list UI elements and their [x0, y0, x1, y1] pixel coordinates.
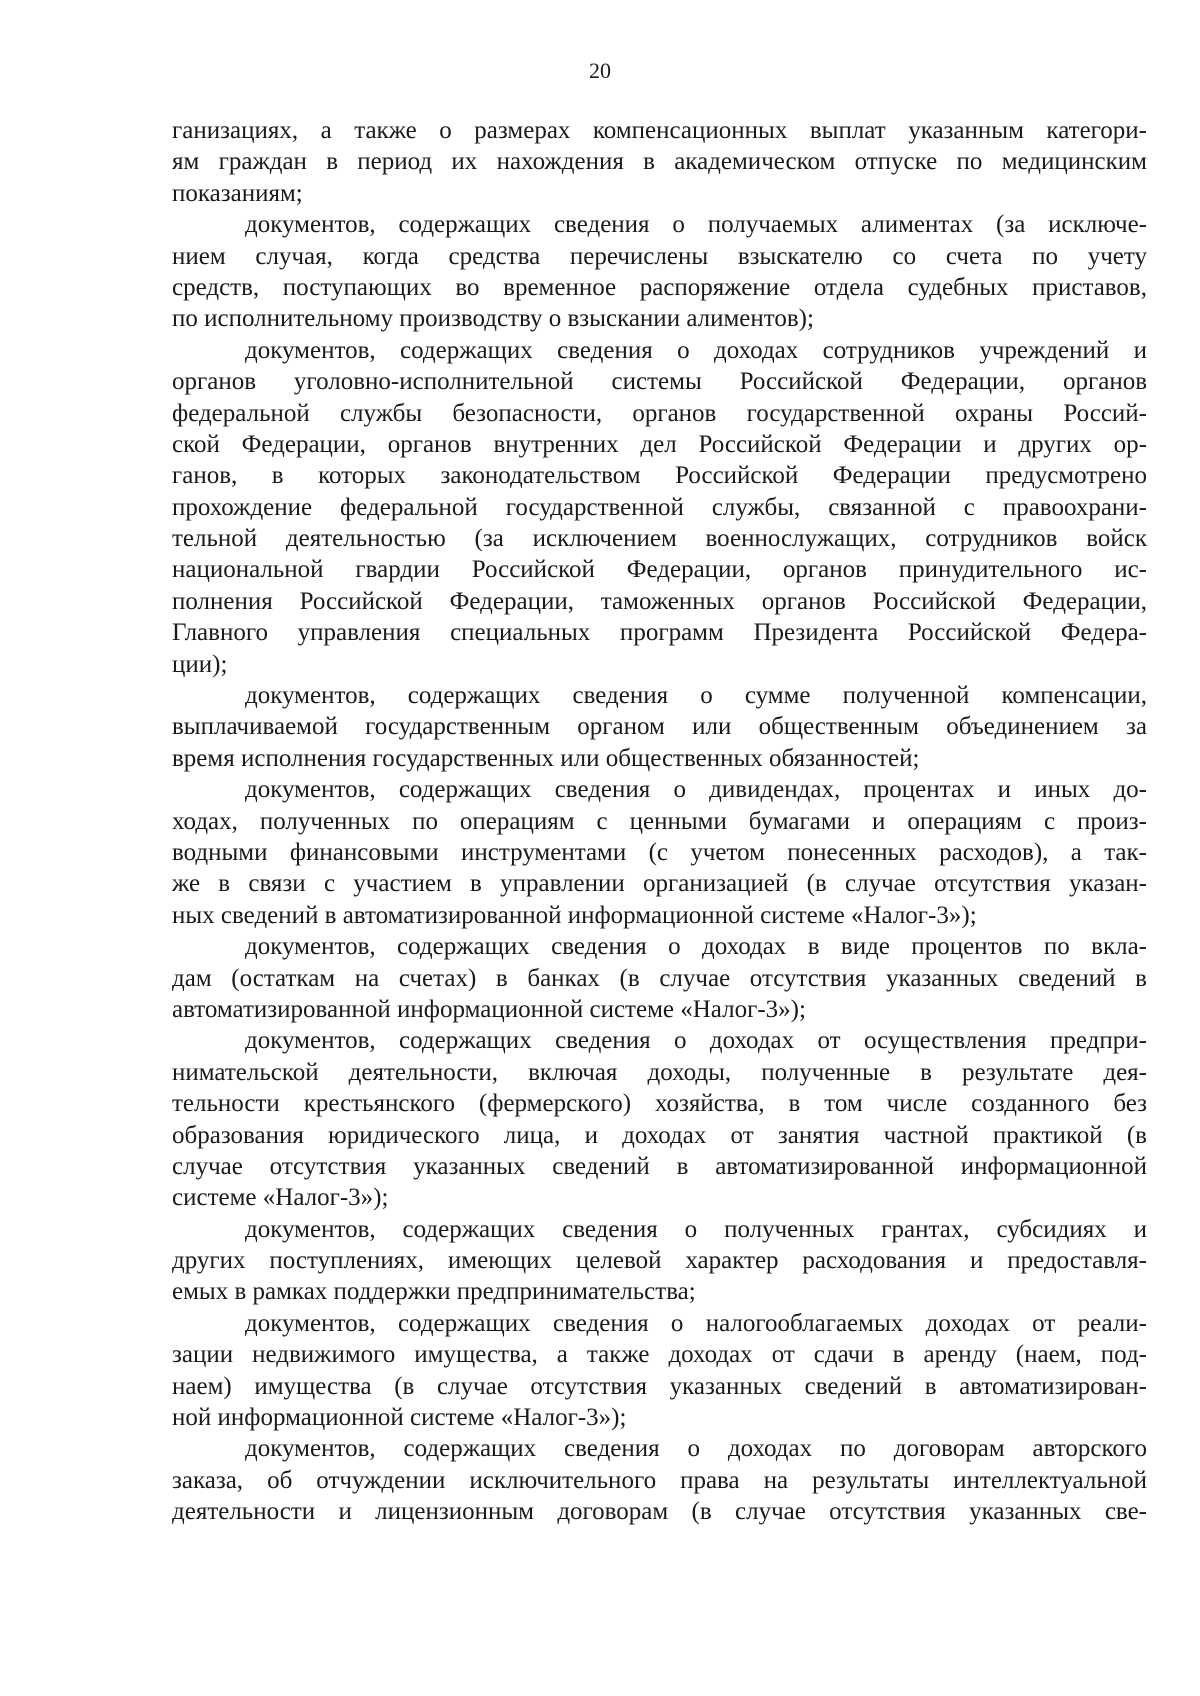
text-line: нимательской деятельности, включая доходы, полученные в результате дея- — [172, 1058, 1147, 1086]
text-line: емых в рамках поддержки предпринимательства; — [172, 1278, 696, 1306]
text-line: ганов, в которых законодательством Российской Федерации предусмотрено — [172, 462, 1147, 490]
text-line: органов уголовно-исполнительной системы Российской Федерации, органов — [172, 368, 1147, 396]
text-line: ной информационной системе «Налог-3»); — [172, 1404, 627, 1432]
text-line: документов, содержащих сведения о дивидендах, процентах и иных до- — [245, 776, 1147, 804]
text-line: образования юридического лица, и доходах от занятия частной практикой (в — [172, 1121, 1147, 1149]
text-line: ных сведений в автоматизированной информационной системе «Налог-3»); — [172, 901, 977, 929]
text-line: по исполнительному производству о взыскании алиментов); — [172, 305, 814, 333]
text-line: ской Федерации, органов внутренних дел Российской Федерации и других ор- — [172, 430, 1147, 458]
text-line: время исполнения государственных или общественных обязанностей; — [172, 744, 920, 772]
text-line: документов, содержащих сведения о сумме полученной компенсации, — [245, 682, 1147, 710]
text-line: случае отсутствия указанных сведений в автоматизированной информационной — [172, 1152, 1147, 1180]
text-line: Главного управления специальных программ Президента Российской Федера- — [172, 619, 1147, 647]
text-line: документов, содержащих сведения о доходах сотрудников учреждений и — [245, 336, 1147, 364]
text-line: документов, содержащих сведения о доходах в виде процентов по вкла- — [245, 933, 1147, 961]
text-line: системе «Налог-3»); — [172, 1184, 389, 1212]
text-line: национальной гвардии Российской Федерации, органов принудительного ис- — [172, 556, 1147, 584]
text-line: ции); — [172, 650, 228, 678]
text-line: заказа, об отчуждении исключительного права на результаты интеллектуальной — [172, 1466, 1147, 1494]
text-line: же в связи с участием в управлении организацией (в случае отсутствия указан- — [172, 870, 1147, 898]
page-number: 20 — [589, 58, 611, 83]
text-line: документов, содержащих сведения о доходах от осуществления предпри- — [245, 1027, 1147, 1055]
text-line: документов, содержащих сведения о доходах по договорам авторского — [245, 1435, 1147, 1463]
text-line: прохождение федеральной государственной службы, связанной с правоохрани- — [172, 493, 1147, 521]
text-line: других поступлениях, имеющих целевой характер расходования и предоставля- — [172, 1247, 1147, 1275]
text-line: документов, содержащих сведения о получаемых алиментах (за исключе- — [245, 211, 1147, 239]
document-body — [172, 115, 1147, 1528]
text-line: ям граждан в период их нахождения в академическом отпуске по медицинским — [172, 148, 1147, 176]
text-line: наем) имущества (в случае отсутствия указанных сведений в автоматизирован- — [172, 1372, 1147, 1400]
text-line: ганизациях, а также о размерах компенсационных выплат указанным категори- — [172, 117, 1147, 144]
text-line: показаниям; — [172, 179, 303, 207]
text-line: дам (остаткам на счетах) в банках (в случае отсутствия указанных сведений в — [172, 964, 1147, 992]
text-line: федеральной службы безопасности, органов государственной охраны Россий- — [172, 399, 1147, 427]
text-line: автоматизированной информационной системе «Налог-3»); — [172, 995, 806, 1023]
text-line: деятельности и лицензионным договорам (в случае отсутствия указанных све- — [172, 1498, 1147, 1526]
text-line: нием случая, когда средства перечислены взыскателю со счета по учету — [172, 242, 1147, 270]
text-line: средств, поступающих во временное распоряжение отдела судебных приставов, — [172, 273, 1147, 301]
text-line: тельной деятельностью (за исключением военнослужащих, сотрудников войск — [172, 525, 1147, 553]
text-line: тельности крестьянского (фермерского) хозяйства, в том числе созданного без — [172, 1090, 1147, 1118]
text-line: водными финансовыми инструментами (с учетом понесенных расходов), а так- — [172, 838, 1147, 866]
text-line: ходах, полученных по операциям с ценными бумагами и операциям с произ- — [172, 807, 1147, 835]
text-line: зации недвижимого имущества, а также доходах от сдачи в аренду (наем, под- — [172, 1341, 1147, 1369]
text-line: документов, содержащих сведения о налогооблагаемых доходах от реали- — [245, 1309, 1147, 1337]
text-line: полнения Российской Федерации, таможенных органов Российской Федерации, — [172, 587, 1147, 615]
text-line: выплачиваемой государственным органом или общественным объединением за — [172, 713, 1147, 741]
text-line: документов, содержащих сведения о полученных грантах, субсидиях и — [245, 1215, 1147, 1243]
